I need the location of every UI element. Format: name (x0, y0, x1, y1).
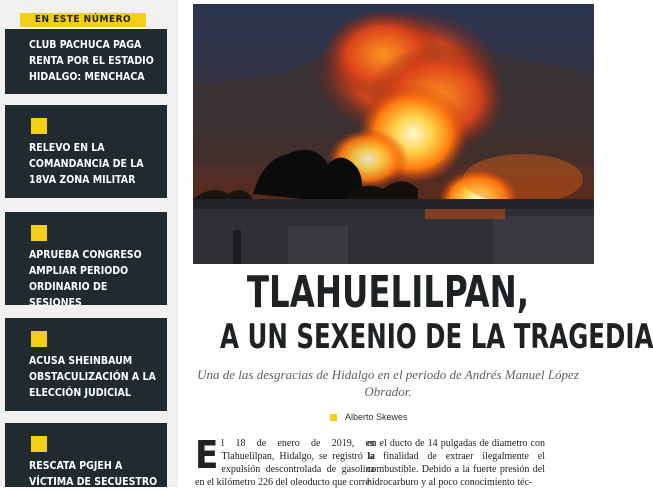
bullet-square-icon (31, 225, 47, 241)
article-column-1-text: l 18 de enero de 2019, en Tlahuelilpan, Hidalgo, se registró la expulsión descontrolada de gasolina en el kilómetro 226 del oleoducto que corre (195, 438, 375, 488)
byline (330, 412, 408, 422)
section-label: EN ESTE NÚMERO (20, 13, 146, 27)
article-column-2: en el ducto de 14 pulgadas de diametro con la finalidad de extraer ilegalmente el combustible. Debido a la fuerte presión del hidrocarburo y al poco conocimiento téc- (367, 438, 545, 488)
bullet-square-icon (31, 436, 47, 452)
sidebar-item[interactable] (5, 212, 167, 309)
fire-photo-graphic (193, 4, 594, 264)
fire-photo (193, 4, 594, 264)
drop-cap: E (195, 433, 219, 477)
sidebar-item[interactable] (5, 423, 167, 487)
headline-line-2: A UN SEXENIO DE LA TRAGEDIA (220, 317, 653, 357)
byline-square-icon (330, 414, 337, 421)
article-column-1 (195, 433, 375, 489)
sidebar-item[interactable] (5, 105, 167, 198)
sidebar-item[interactable] (5, 318, 167, 411)
sidebar-item-title: RELEVO EN LA COMANDANCIA DE LA 18VA ZONA MILITAR (29, 142, 144, 186)
sidebar (0, 0, 178, 487)
sidebar-item-title: RESCATA PGJEH A VÍCTIMA DE SECUESTRO (29, 460, 158, 488)
headline-line-1: TLAHUELILPAN, (246, 267, 530, 318)
byline-author: Alberto Skewes (345, 412, 408, 422)
sidebar-item-title: APRUEBA CONGRESO AMPLIAR PERIODO ORDINARIO DE SESIONES (29, 249, 142, 309)
sidebar-item-title: CLUB PACHUCA PAGA RENTA POR EL ESTADIO HIDALGO: MENCHACA (29, 39, 154, 83)
sidebar-item[interactable] (5, 29, 167, 94)
bullet-square-icon (31, 331, 47, 347)
article-dek: Una de las desgracias de Hidalgo en el periodo de Andrés Manuel López Obrador. (197, 367, 579, 399)
sidebar-item-title: ACUSA SHEINBAUM OBSTACULIZACIÓN A LA ELECCIÓN JUDICIAL (29, 355, 156, 399)
bullet-square-icon (31, 118, 47, 134)
